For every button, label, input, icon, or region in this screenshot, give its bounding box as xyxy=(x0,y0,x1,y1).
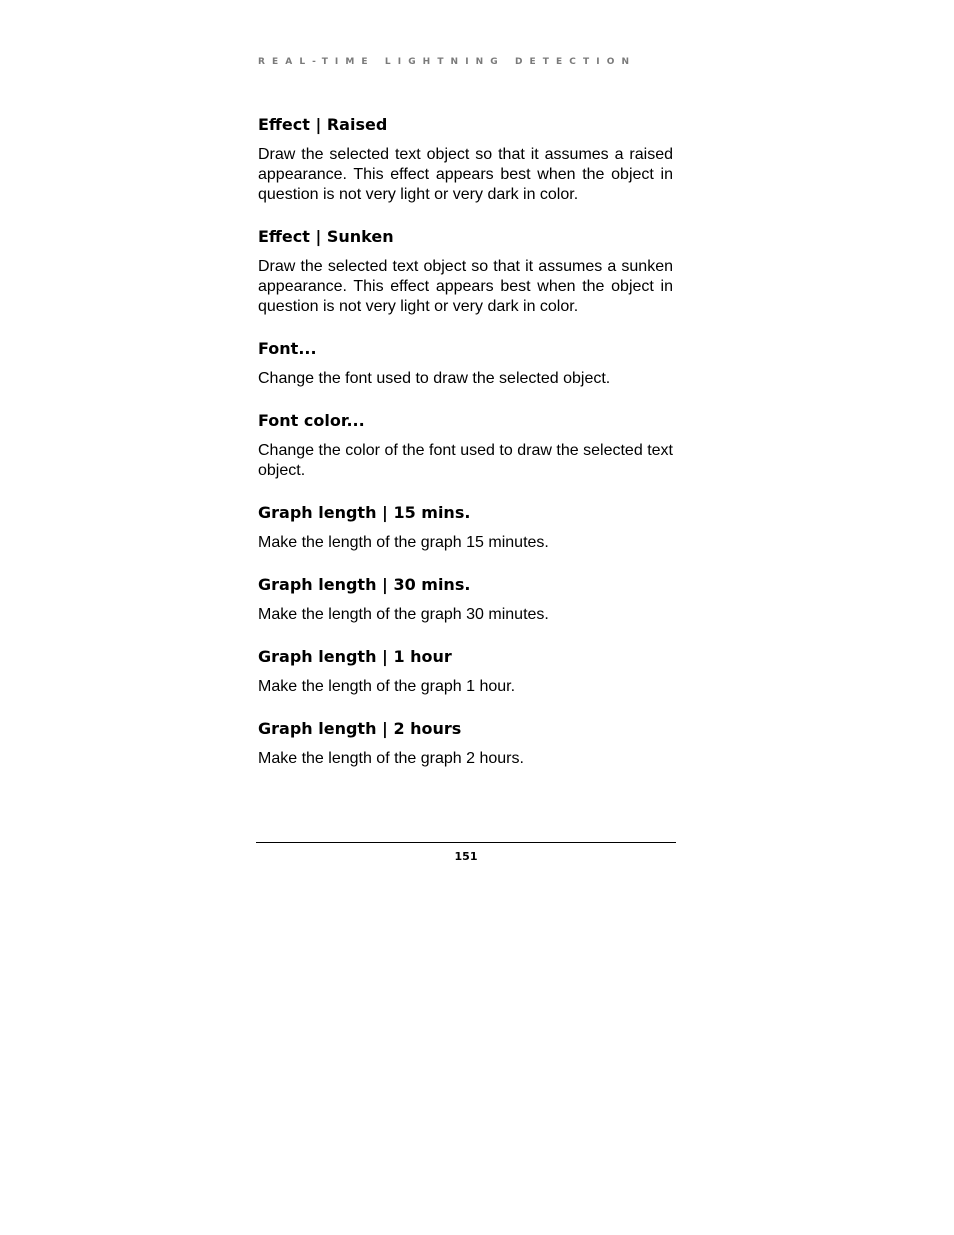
entry-description: Change the font used to draw the selected object. xyxy=(258,370,611,387)
entry-description: Draw the selected text object so that it assumes a sunken appearance. This effect appears best when the object in question is not very light or very dark in color. xyxy=(258,258,673,315)
entry-graph-length-2-hours xyxy=(258,719,673,769)
entry-effect-raised xyxy=(258,115,673,205)
entry-title: Font... xyxy=(258,339,317,358)
entry-description: Make the length of the graph 30 minutes. xyxy=(258,606,549,623)
entry-title: Graph length | 15 mins. xyxy=(258,503,471,522)
entry-description: Make the length of the graph 1 hour. xyxy=(258,678,516,695)
entry-description: Make the length of the graph 15 minutes. xyxy=(258,534,549,551)
entry-font xyxy=(258,339,673,389)
footer-divider xyxy=(256,842,676,843)
entry-font-color xyxy=(258,411,673,481)
page-number: 151 xyxy=(454,850,478,863)
entry-title: Graph length | 30 mins. xyxy=(258,575,471,594)
running-header: REAL-TIME LIGHTNING DETECTION xyxy=(258,57,637,67)
entry-description: Change the color of the font used to draw the selected text object. xyxy=(258,442,673,479)
entry-effect-sunken xyxy=(258,227,673,317)
entry-description: Draw the selected text object so that it assumes a raised appearance. This effect appears best when the object in question is not very light or very dark in color. xyxy=(258,146,673,203)
entry-graph-length-1-hour xyxy=(258,647,673,697)
entry-graph-length-30-mins xyxy=(258,575,673,625)
entry-title: Graph length | 1 hour xyxy=(258,647,452,666)
entry-graph-length-15-mins xyxy=(258,503,673,553)
menu-command-list xyxy=(258,115,673,769)
entry-description: Make the length of the graph 2 hours. xyxy=(258,750,524,767)
entry-title: Font color... xyxy=(258,411,365,430)
entry-title: Effect | Raised xyxy=(258,115,388,134)
entry-title: Effect | Sunken xyxy=(258,227,394,246)
entry-title: Graph length | 2 hours xyxy=(258,719,462,738)
